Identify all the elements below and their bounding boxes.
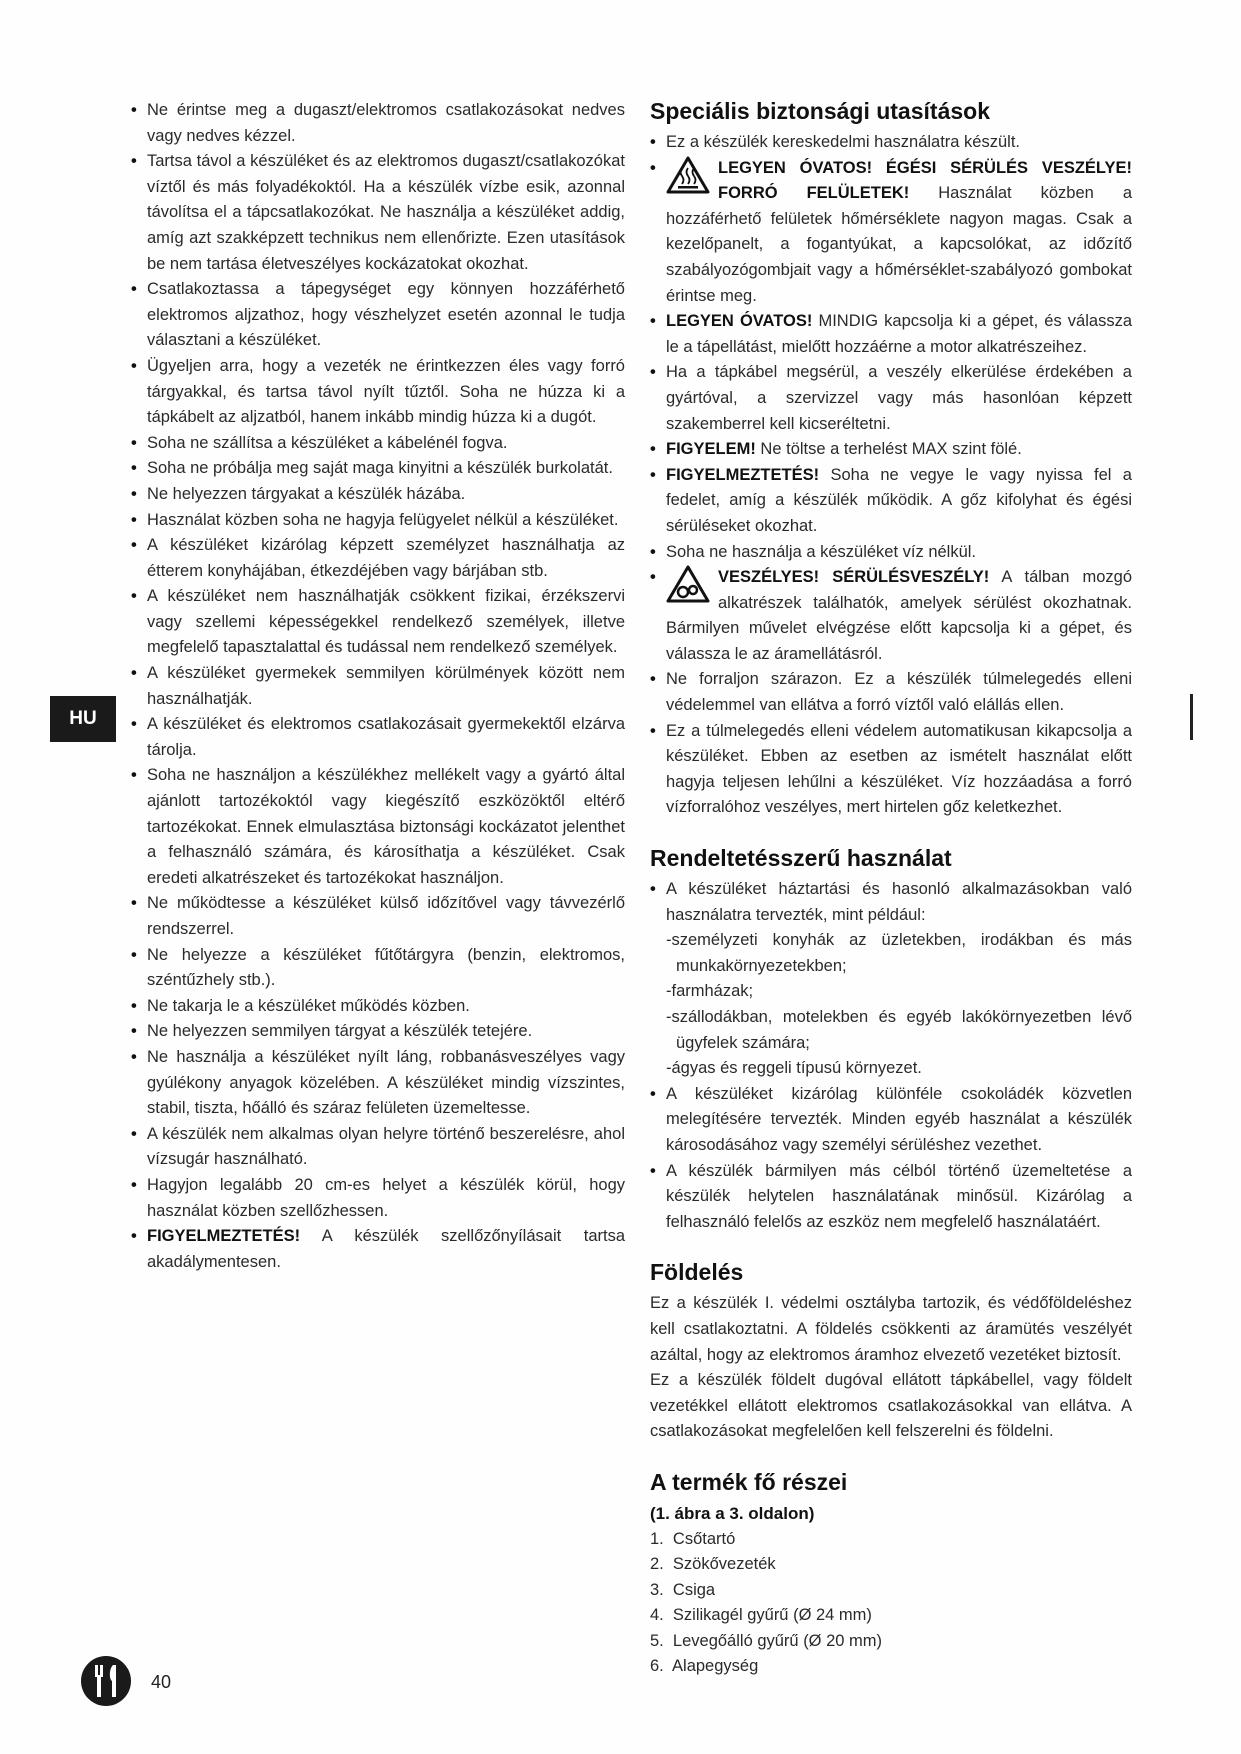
list-item-text: Soha ne használjon a készülékhez mellékelt vagy a gyártó által ajánlott tartozékoktól vagy kiegészítő eszközöktől eltérő tartozékokat. Ennek elmulasztása biztonsági kockázatot jelenthet a felhasználó számára, és károsíthatja a készüléket. Csak eredeti alkatrészeket és tartozékokat használjon. bbox=[147, 766, 625, 887]
list-item bbox=[131, 431, 625, 457]
warning-label: LEGYEN ÓVATOS! bbox=[666, 312, 813, 331]
intended-use-section bbox=[650, 843, 1132, 1235]
list-item bbox=[650, 667, 1132, 718]
list-item-text: Ne helyezzen tárgyakat a készülék házába. bbox=[147, 484, 466, 503]
list-item-text: Ne töltse a terhelést MAX szint fölé. bbox=[755, 440, 1022, 459]
list-item-text: A készülék nem alkalmas olyan helyre történő beszerelésre, ahol vízsugár használható. bbox=[147, 1124, 625, 1169]
use-example: -személyzeti konyhák az üzletekben, irodákban és más munkakörnyezetekben; bbox=[666, 931, 1132, 975]
warning-label: FIGYELEM! bbox=[666, 440, 756, 459]
list-item bbox=[650, 360, 1132, 437]
warning-label: FIGYELMEZTETÉS! bbox=[666, 465, 820, 484]
special-safety-section bbox=[650, 96, 1132, 821]
intended-use-title: Rendeltetésszerű használat bbox=[650, 845, 952, 872]
part-item: 4. Szilikagél gyűrű (Ø 24 mm) bbox=[650, 1606, 872, 1625]
intended-use-examples bbox=[650, 928, 1132, 1082]
list-item-text: A készülék szellőzőnyílásait tartsa akadálymentesen. bbox=[147, 1227, 625, 1271]
list-item bbox=[650, 130, 1132, 156]
intended-use-list bbox=[650, 1082, 1132, 1236]
main-parts-list bbox=[650, 1527, 1132, 1681]
list-item-text: A készüléket gyermekek semmilyen körülmények között nem használhatják. bbox=[147, 664, 625, 708]
list-item-text: A készüléket és elektromos csatlakozásait gyermekektől elzárva tárolja. bbox=[147, 715, 625, 759]
language-tab bbox=[50, 696, 116, 742]
part-item: 6. Alapegység bbox=[650, 1657, 759, 1676]
list-item bbox=[131, 994, 625, 1020]
list-item bbox=[650, 156, 1132, 310]
list-item bbox=[131, 508, 625, 534]
main-parts-title: A termék fő részei bbox=[650, 1468, 848, 1495]
list-item-text: Soha ne használja a készüléket víz nélkül. bbox=[666, 542, 977, 561]
list-item-text: Ne helyezzen semmilyen tárgyat a készülék tetejére. bbox=[147, 1022, 533, 1041]
hot-surface-warning-icon bbox=[666, 156, 710, 194]
list-item: • A készüléket kizárólag különféle csokoládék közvetlen melegítésére tervezték. Minden egyéb használat a készülék károsodásához vagy személyi sérüléshez vezethet. bbox=[650, 1082, 1132, 1159]
warning-label: VESZÉLYES! SÉRÜLÉSVESZÉLY! bbox=[718, 568, 990, 587]
list-item bbox=[131, 943, 625, 994]
use-example: -szállodákban, motelekben és egyéb lakókörnyezetben lévő ügyfelek számára; bbox=[666, 1008, 1132, 1052]
use-example: -farmházak; bbox=[666, 982, 754, 1001]
list-item bbox=[131, 712, 625, 763]
list-item bbox=[131, 354, 625, 431]
list-item-text: Ez a túlmelegedés elleni védelem automatikusan kikapcsolja a készüléket. Ebben az esetben az ismételt használat előtt hagyja teljesen lehűlni a készüléket. Víz hozzáadása a forró vízforralóhoz veszélyes, mert hirtelen gőz keletkezhet. bbox=[666, 721, 1132, 817]
list-item-text: Soha ne próbálja meg saját maga kinyitni a készülék burkolatát. bbox=[147, 459, 613, 478]
list-item bbox=[131, 149, 625, 277]
list-item bbox=[131, 98, 625, 149]
list-item-text: Hagyjon legalább 20 cm-es helyet a készülék körül, hogy használat közben szellőzhessen. bbox=[147, 1175, 625, 1220]
margin-marker bbox=[1190, 694, 1193, 740]
list-item bbox=[131, 1224, 625, 1275]
page-number: 40 bbox=[151, 1672, 172, 1692]
moving-parts-warning-icon bbox=[666, 565, 710, 603]
list-item: • A készülék bármilyen más célból történő üzemeltetése a készülék helytelen használatának minősül. Kizárólag a felhasználó felelős az eszköz nem megfelelő használatáért. bbox=[650, 1159, 1132, 1236]
list-item bbox=[131, 661, 625, 712]
list-item bbox=[650, 309, 1132, 360]
list-item-text: Ne működtesse a készüléket külső időzítővel vagy távvezérlő rendszerrel. bbox=[147, 894, 625, 938]
part-item: 2. Szökővezeték bbox=[650, 1555, 776, 1574]
part-item: 5. Levegőálló gyűrű (Ø 20 mm) bbox=[650, 1631, 883, 1650]
list-item-text: Soha ne vegye le vagy nyissa fel a fedelet, amíg a készülék működik. A gőz kifolyhat és égési sérüléseket okozhat. bbox=[666, 465, 1132, 535]
list-item-text: MINDIG kapcsolja ki a gépet, és válassza le a tápellátást, mielőtt hozzáérne a motor alkatrészeihez. bbox=[666, 312, 1133, 356]
special-safety-title: Speciális biztonsági utasítások bbox=[650, 98, 990, 124]
list-item bbox=[131, 1173, 625, 1224]
left-column bbox=[131, 98, 625, 1275]
list-item-text: Ne forraljon szárazon. Ez a készülék túlmelegedés elleni védelemmel van ellátva a forró víztől való elállás ellen. bbox=[666, 670, 1132, 715]
warning-label: LEGYEN ÓVATOS! ÉGÉSI SÉRÜLÉS VESZÉLYE! FORRÓ FELÜLETEK! bbox=[718, 158, 1132, 203]
list-item-text: Ne használja a készüléket nyílt láng, robbanásveszélyes vagy gyúlékony anyagok közelében. A készüléket mindig vízszintes, stabil, tiszta, hőálló és száraz felületen üzemeltesse. bbox=[147, 1047, 625, 1118]
list-item-text: Használat közben a hozzáférhető felületek hőmérséklete nagyon magas. Csak a kezelőpanelt, a fogantyúkat, a kapcsolókat, az időzítő szabályozógombjait vagy a hőmérséklet-szabályozó gombokat érintse meg. bbox=[666, 184, 1132, 305]
list-item bbox=[131, 891, 625, 942]
list-item bbox=[650, 437, 1132, 463]
list-item bbox=[131, 584, 625, 661]
list-item-text: A készüléket nem használhatják csökkent fizikai, érzékszervi vagy szellemi képességekkel rendelkező személyek, illetve megfelelő tapasztalattal és tudással nem rendelkező személyek. bbox=[147, 587, 625, 657]
list-item bbox=[131, 456, 625, 482]
list-item-text: Tartsa távol a készüléket és az elektromos dugaszt/csatlakozókat víztől és más folyadékoktól. Ha a készülék vízbe esik, azonnal távolítsa el a tápcsatlakozókat. Ne használja a készüléket addig, amíg azt szakképzett technikus nem ellenőrizte. Ezen utasítások be nem tartása életveszélyes kockázatokat okozhat. bbox=[147, 152, 625, 273]
list-item bbox=[650, 463, 1132, 540]
list-item-text: A készüléket kizárólag képzett személyzet használhatja az étterem konyhájában, étkezdéjében vagy bárjában stb. bbox=[147, 536, 625, 580]
list-item bbox=[131, 763, 625, 891]
list-item bbox=[131, 1045, 625, 1122]
earthing-paragraph: Ez a készülék I. védelmi osztályba tartozik, és védőföldeléshez kell csatlakoztatni. A földelés csökkenti az áramütés veszélyét azáltal, hogy az elektromos áramhoz elvezető vezetéket biztosít. bbox=[650, 1294, 1132, 1364]
list-item-text: A tálban mozgó alkatrészek találhatók, amelyek sérülést okozhatnak. Bármilyen művelet elvégzése előtt kapcsolja ki a gépet, és válassza le az áramellátásról. bbox=[666, 568, 1133, 663]
list-item bbox=[650, 540, 1132, 566]
part-item: 1. Csőtartó bbox=[650, 1529, 736, 1548]
brand-logo-icon bbox=[80, 1655, 132, 1707]
main-parts-subtitle: (1. ábra a 3. oldalon) bbox=[650, 1503, 815, 1523]
list-item-text: Csatlakoztassa a tápegységet egy könnyen hozzáférhető elektromos aljzathoz, hogy vészhelyzet esetén azonnal le tudja választani a készüléket. bbox=[147, 280, 625, 350]
list-item bbox=[131, 277, 625, 354]
special-safety-list bbox=[650, 130, 1132, 821]
list-item-text: Ne helyezze a készüléket fűtőtárgyra (benzin, elektromos, széntűzhely stb.). bbox=[147, 945, 625, 990]
list-item bbox=[131, 1122, 625, 1173]
list-item bbox=[131, 482, 625, 508]
earthing-paragraph: Ez a készülék földelt dugóval ellátott tápkábellel, vagy földelt vezetékkel ellátott elektromos csatlakozásokkal van ellátva. A csatlakozásokat megfelelően kell felszerelni és földelni. bbox=[650, 1371, 1132, 1441]
right-column bbox=[650, 96, 1132, 1680]
language-tab-label: HU bbox=[69, 708, 97, 729]
part-item: 3. Csiga bbox=[650, 1580, 716, 1599]
list-item bbox=[131, 533, 625, 584]
list-item-text: Ha a tápkábel megsérül, a veszély elkerülése érdekében a gyártóval, a szervizzel vagy más hasonlóan képzett szakemberrel kell kicseréltetni. bbox=[666, 363, 1132, 433]
warning-label: FIGYELMEZTETÉS! bbox=[147, 1227, 301, 1246]
list-item-text: Ez a készülék kereskedelmi használatra készült. bbox=[666, 133, 1020, 151]
list-item bbox=[131, 1019, 625, 1045]
list-item-text: Soha ne szállítsa a készüléket a kábelénél fogva. bbox=[147, 433, 508, 452]
earthing-section bbox=[650, 1257, 1132, 1445]
intended-use-intro: • A készüléket háztartási és hasonló alkalmazásokban való használatra tervezték, mint például: bbox=[650, 877, 1132, 928]
list-item-text: Ne érintse meg a dugaszt/elektromos csatlakozásokat nedves vagy nedves kézzel. bbox=[147, 101, 625, 145]
list-item bbox=[650, 719, 1132, 821]
list-item-text: Ne takarja le a készüléket működés közben. bbox=[147, 996, 470, 1015]
list-item bbox=[650, 565, 1132, 667]
main-parts-section bbox=[650, 1467, 1132, 1680]
earthing-title: Földelés bbox=[650, 1259, 744, 1286]
use-example: -ágyas és reggeli típusú környezet. bbox=[666, 1059, 922, 1078]
list-item-text: Ügyeljen arra, hogy a vezeték ne érintkezzen éles vagy forró tárgyakkal, és tartsa távol nyílt tűztől. Soha ne húzza ki a tápkábelt az aljzatból, hanem inkább mindig húzza ki a dugót. bbox=[147, 356, 625, 427]
list-item-text: Használat közben soha ne hagyja felügyelet nélkül a készüléket. bbox=[147, 510, 619, 529]
